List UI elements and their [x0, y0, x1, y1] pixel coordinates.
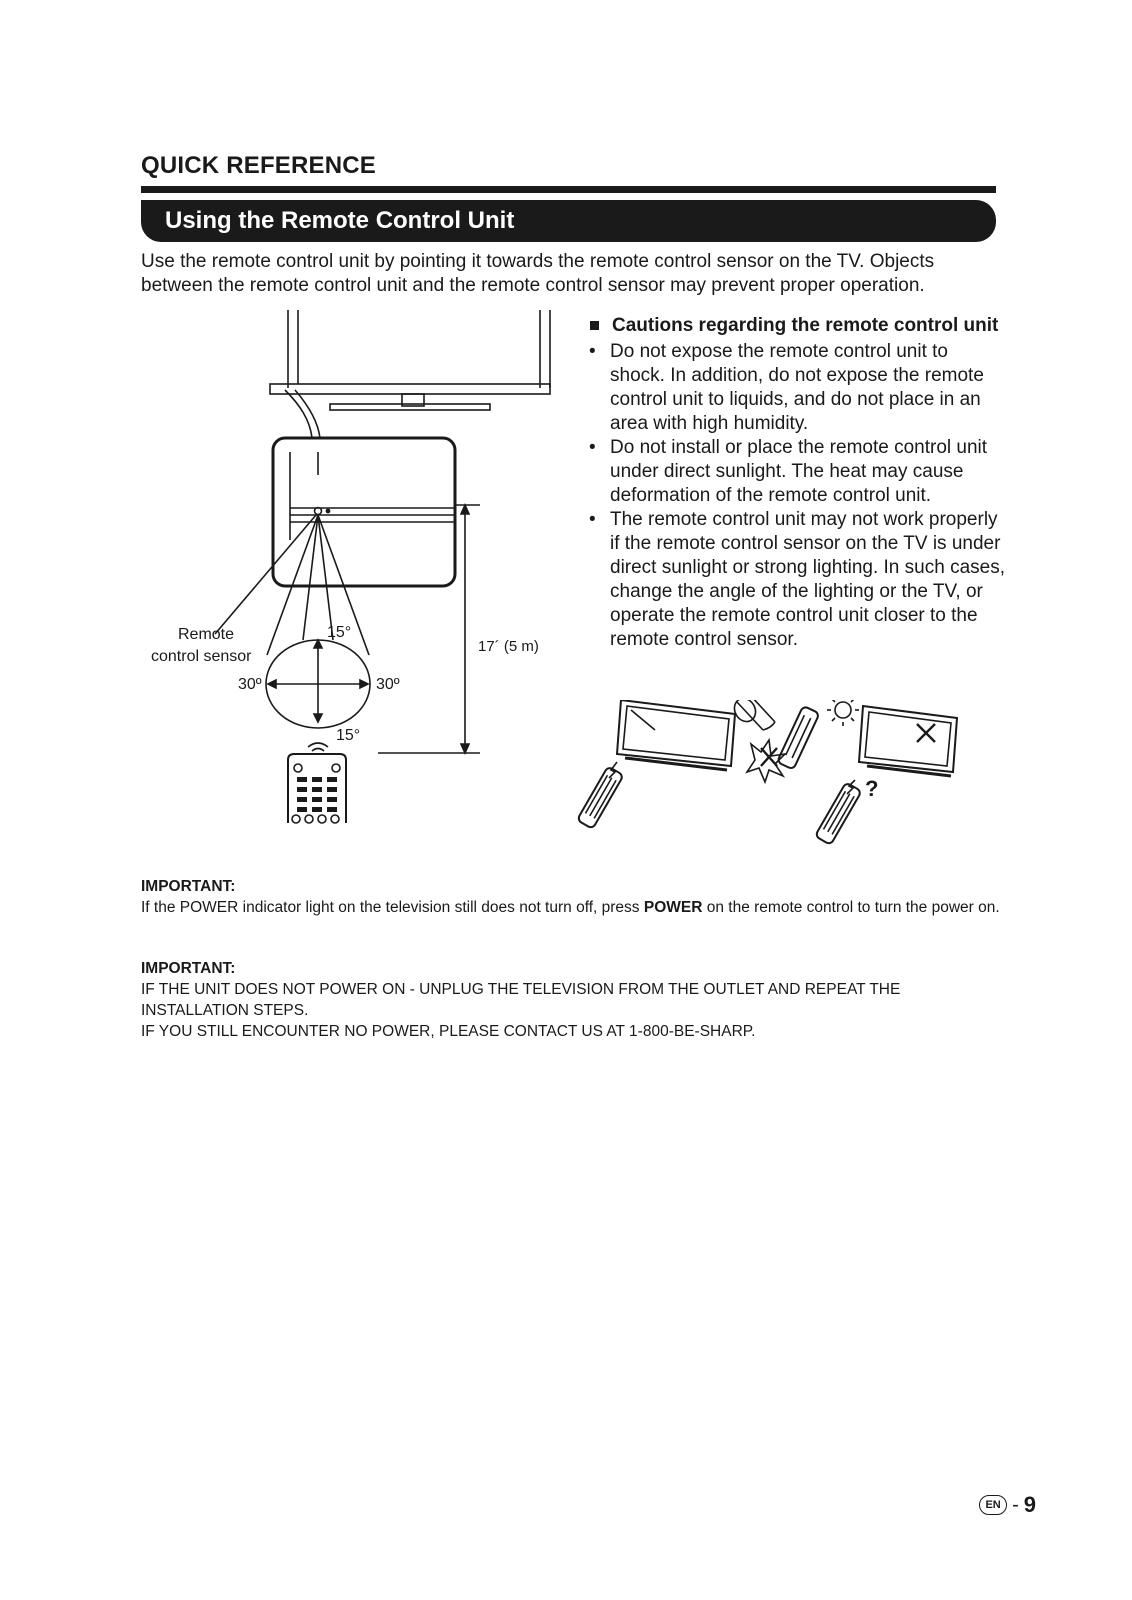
caution-item: • Do not install or place the remote control unit under direct sunlight. The heat may cause deformation of the remote control unit. [588, 436, 1008, 508]
caution-item: • Do not expose the remote control unit to shock. In addition, do not expose the remote control unit to liquids, and do not place in an area with high humidity. [588, 340, 1008, 436]
remote-icon [815, 782, 862, 845]
tv-icon [859, 706, 957, 776]
cautions-section [588, 314, 1008, 652]
angle-bottom-label: 15° [336, 727, 361, 744]
section-rule [141, 186, 996, 193]
important-line: IF THE UNIT DOES NOT POWER ON - UNPLUG THE TELEVISION FROM THE OUTLET AND REPEAT THE INSTALLATION STEPS. [141, 981, 901, 1019]
remote-icon [777, 706, 820, 770]
caution-illustration-svg [565, 700, 995, 860]
caution-illustrations [565, 700, 995, 865]
important-heading: IMPORTANT: [141, 960, 236, 977]
important-heading: IMPORTANT: [141, 878, 236, 895]
sun-icon [827, 700, 859, 726]
cautions-heading-text: Cautions regarding the remote control unit [612, 315, 999, 336]
angle-top-label: 15° [327, 624, 352, 641]
distance-label: 17´ (5 m) [478, 638, 539, 655]
page-number-value: 9 [1023, 1492, 1036, 1517]
cautions-heading [588, 314, 1008, 338]
important-line: IF YOU STILL ENCOUNTER NO POWER, PLEASE CONTACT US AT 1-800-BE-SHARP. [141, 1023, 756, 1040]
question-mark-icon: ? [865, 776, 879, 801]
square-bullet-icon [590, 321, 599, 330]
page-banner: Using the Remote Control Unit [141, 200, 996, 242]
language-badge: EN [979, 1495, 1007, 1515]
sensor-label-line2: control sensor [151, 648, 252, 665]
liquid-cup-icon [730, 700, 775, 730]
important-note-1 [141, 876, 1001, 918]
angle-right-label: 30º [376, 676, 400, 693]
sensor-label-line1: Remote [178, 626, 235, 643]
page-separator: - [1012, 1493, 1019, 1516]
angle-left-label: 30º [238, 676, 262, 693]
tv-icon [617, 700, 735, 770]
remote-range-diagram [140, 310, 560, 845]
remote-range-illustration [140, 310, 560, 840]
important-text: If the POWER indicator light on the television still does not turn off, press POWER on the remote control to turn the power on. [141, 899, 1000, 916]
intro-paragraph: Use the remote control unit by pointing it towards the remote control sensor on the TV. Objects between the remote control unit and the remote control sensor may prevent proper operation. [141, 251, 935, 296]
section-title: QUICK REFERENCE [141, 152, 377, 179]
cautions-list [588, 340, 1008, 652]
caution-item: • The remote control unit may not work properly if the remote control sensor on the TV is under direct sunlight or strong lighting. In such cases, change the angle of the lighting or the TV, or operate the remote control unit closer to the remote control sensor. [588, 508, 1008, 652]
important-note-2 [141, 958, 1001, 1042]
remote-icon [577, 766, 624, 829]
page-number [979, 1492, 1036, 1518]
